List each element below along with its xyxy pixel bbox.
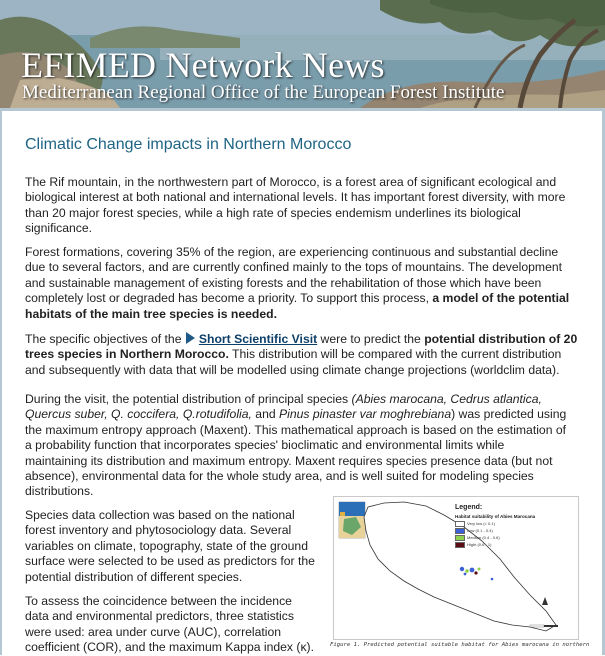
legend-title: Legend: xyxy=(455,504,483,511)
text-line: The specific objectives of the Short Scientific Visit were to predict the potential distribution of 20 xyxy=(25,332,578,346)
legend-swatch xyxy=(455,521,465,527)
habitat-map-figure xyxy=(330,493,590,655)
paragraph-statistics xyxy=(25,594,314,656)
paragraph-intro xyxy=(25,175,565,237)
species-names: (Abies marocana, Cedrus atlantica, xyxy=(351,392,542,406)
text-line: variables on climate, topography, state of the ground xyxy=(25,538,308,553)
text-line: distributions. xyxy=(25,484,94,499)
text-line xyxy=(25,307,569,322)
text-line: trees species in Northern Morocco. This distribution will be compared with the current distribution xyxy=(25,347,562,362)
text-line: Species data collection was based on the national xyxy=(25,508,295,522)
legend-subtitle: Habitat suitability of Abies Marocana xyxy=(455,514,536,519)
bold-text: habitats of the main tree species is needed. xyxy=(25,306,277,321)
short-scientific-visit-link[interactable]: Short Scientific Visit xyxy=(185,332,317,346)
text-line: and sustainable management of existing forests and the rehabilitation of those which have been xyxy=(25,275,542,290)
text-line: a probability function that incorporates species' bioclimatic and environmental limits while xyxy=(25,438,505,453)
text-line: Forest formations, covering 35% of the region, are experiencing continuous and substantial decline xyxy=(25,245,559,259)
text-line: were used: area under curve (AUC), correlation xyxy=(25,624,282,639)
legend-item: Medium (0.4 - 0.6) xyxy=(455,535,500,541)
banner-divider xyxy=(0,108,605,111)
bold-text: potential distribution of 20 xyxy=(424,332,578,346)
legend-swatch xyxy=(455,535,465,541)
legend-swatch xyxy=(455,528,465,534)
species-names: Quercus suber, Q. coccifera, Q.rotudifolia, xyxy=(25,407,252,422)
figure-caption: Figure 1. Predicted potential suitable habitat for Abies marocana in northern xyxy=(330,642,590,648)
text-line: surface were selected to be used as predictors for the xyxy=(25,554,315,569)
text-line: due to several factors, and are currently confined mainly to the tops of mountains. The development xyxy=(25,260,563,275)
article-title: Climatic Change impacts in Northern Morocco xyxy=(25,136,352,153)
play-arrow-icon xyxy=(186,332,195,344)
species-names: Pinus pinaster var moghrebiana xyxy=(279,407,452,422)
article-header xyxy=(25,135,581,155)
paragraph-methods xyxy=(25,392,566,500)
text-line: forest inventory and phytosociology data. Several xyxy=(25,523,292,538)
site-title: EFIMED Network News xyxy=(21,45,385,85)
text-line: and subsequently with data that will be modelled using climate change projections (worldclim data). xyxy=(25,362,560,377)
page-border-left xyxy=(0,111,2,655)
text-line: completely lost or degraded has become a priority. To support this process, a model of the potential xyxy=(25,291,570,306)
text-line: coefficient (COR), and the maximum Kappa index (κ). xyxy=(25,640,315,655)
text-line: The Rif mountain, in the northwestern part of Morocco, is a forest area of significant ecological and xyxy=(25,175,557,189)
text-line: potential distribution of different species. xyxy=(25,569,243,584)
text-line: biological interest at both national and international levels. It has important forest diversity, with more xyxy=(25,190,566,205)
site-subtitle: Mediterranean Regional Office of the European Forest Institute xyxy=(22,82,505,103)
legend-swatch xyxy=(455,542,465,548)
paragraph-decline xyxy=(25,245,569,322)
text-line: the maximum entropy approach (Maxent). This mathematical approach is based on the estimation of xyxy=(25,422,567,437)
paragraph-data-collection xyxy=(25,508,315,585)
habitat-map xyxy=(333,496,579,640)
bold-text: trees species in Northern Morocco. xyxy=(25,347,229,362)
text-line: To assess the coincidence between the incidence xyxy=(25,594,292,608)
bold-text: a model of the potential xyxy=(432,291,570,306)
text-line: significance. xyxy=(25,221,93,236)
text-line: data and environmental predictors, three statistics xyxy=(25,609,294,624)
text-line: maintaining its distribution and maximum entropy. Maxent requires species presence data (but not xyxy=(25,453,553,468)
paragraph-objectives xyxy=(25,332,577,378)
header-banner xyxy=(0,0,605,108)
legend-item: Hight (0.6 - 1) xyxy=(455,542,491,548)
text-line: During the visit, the potential distribution of principal species (Abies marocana, Cedrus atlantica, xyxy=(25,392,542,406)
text-line: than 20 major forest species, while a high rate of species endemism underlines its biological xyxy=(25,205,521,220)
text-line: absence), environmental data for the whole study area, and is well suited for modeling species xyxy=(25,469,534,484)
text-line: Quercus suber, Q. coccifera, Q.rotudifolia, and Pinus pinaster var moghrebiana) was predicted using xyxy=(25,407,567,422)
legend-item: Very low (< 0.1) xyxy=(455,521,495,527)
legend-item: Low (0.1 - 0.4) xyxy=(455,528,493,534)
